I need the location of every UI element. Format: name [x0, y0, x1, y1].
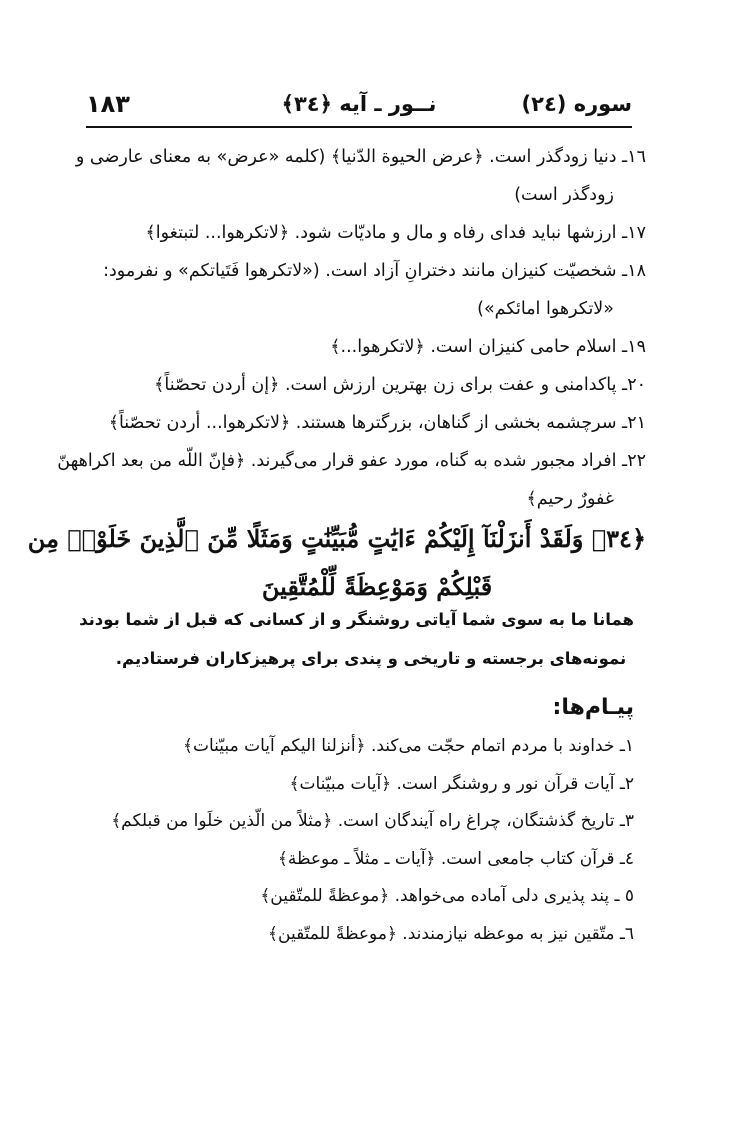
- messages-heading: پیـام‌ها:: [552, 695, 634, 720]
- quran-verse: [27, 515, 646, 611]
- list-item: ٢٠ـ پاکدامنی و عفت برای زن بهترین ارزش است. ﴿إن أردن تحصّناً﴾: [154, 375, 646, 395]
- message-item: ٥ ـ پند پذیری دلی آماده می‌خواهد. ﴿موعظةً للمتّقین﴾: [260, 886, 634, 906]
- message-item: ١ـ خداوند با مردم اتمام حجّت می‌کند. ﴿أنزلنا الیکم آیات مبیّنات﴾: [183, 736, 634, 756]
- list-item: ١٨ـ شخصیّت کنیزان مانند دخترانِ آزاد است. («لاتکرهوا فَتَیاتکم» و نفرمود:: [103, 261, 646, 281]
- messages-list: [111, 728, 634, 953]
- verse-line: ﴿٣٤﴾ وَلَقَدْ أَنزَلْنَآ إِلَيْكُمْ ءَايَٰتٍ مُّبَيِّنَٰتٍ وَمَثَلًا مِّنَ ٱلَّذِينَ خَلَوْا۟ مِن: [27, 524, 646, 553]
- list-item: «لاتکرهوا امائکم»): [477, 299, 614, 319]
- lessons-list: [57, 138, 646, 518]
- translation-line: نمونه‌های برجسته و تاریخی و پندی برای پرهیزکاران فرستادیم.: [115, 649, 627, 668]
- list-item: ١٦ـ دنیا زودگذر است. ﴿عرض الحیوة الدّنیا﴾ (کلمه «عرض» به معنای عارضی و: [75, 147, 646, 167]
- translation-line: همانا ما به سوی شما آیاتی روشنگر و از کسانی که قبل از شما بودند: [79, 610, 634, 629]
- list-item: غفورٌ رحیم﴾: [526, 489, 614, 509]
- header-divider: [86, 126, 632, 128]
- list-item: ١٩ـ اسلام حامی کنیزان است. ﴿لاتکرهوا...﴾: [330, 337, 646, 357]
- message-item: ٦ـ متّقین نیز به موعظه نیازمندند. ﴿موعظةً للمتّقین﴾: [268, 923, 634, 944]
- page-number: ١٨٣: [86, 90, 130, 118]
- list-item: ٢١ـ سرچشمه بخشی از گناهان، بزرگترها هستند. ﴿لاتکرهوا... أردن تحصّناً﴾: [108, 413, 646, 433]
- list-item: ٢٢ـ افراد مجبور شده به گناه، مورد عفو قرار می‌گیرند. ﴿فإنّ اللّه من بعد اکراههنّ: [57, 451, 646, 471]
- verse-line: قَبْلِكُمْ وَمَوْعِظَةً لِّلْمُتَّقِينَ: [261, 572, 493, 601]
- list-item: زودگذر است): [514, 185, 614, 205]
- message-item: ٢ـ آیات قرآن نور و روشنگر است. ﴿آیات مبیّنات﴾: [289, 773, 634, 794]
- page-header: [86, 90, 632, 124]
- message-item: ٤ـ قرآن کتاب جامعی است. ﴿آیات ـ مثلاً ـ موعظة﴾: [277, 848, 634, 869]
- surah-verse-label: نــور ـ آیه ﴿٣٤﴾: [281, 92, 437, 116]
- message-item: ٣ـ تاریخ گذشتگان، چراغ راه آیندگان است. ﴿مثلاً من الّذین خلَوا من قبلکم﴾: [111, 811, 634, 831]
- list-item: ١٧ـ ارزشها نباید فدای رفاه و مال و مادیّات شود. ﴿لاتکرهوا... لتبتغوا﴾: [145, 223, 646, 243]
- verse-translation: [79, 600, 634, 678]
- surah-label: سوره (٢٤): [521, 92, 632, 116]
